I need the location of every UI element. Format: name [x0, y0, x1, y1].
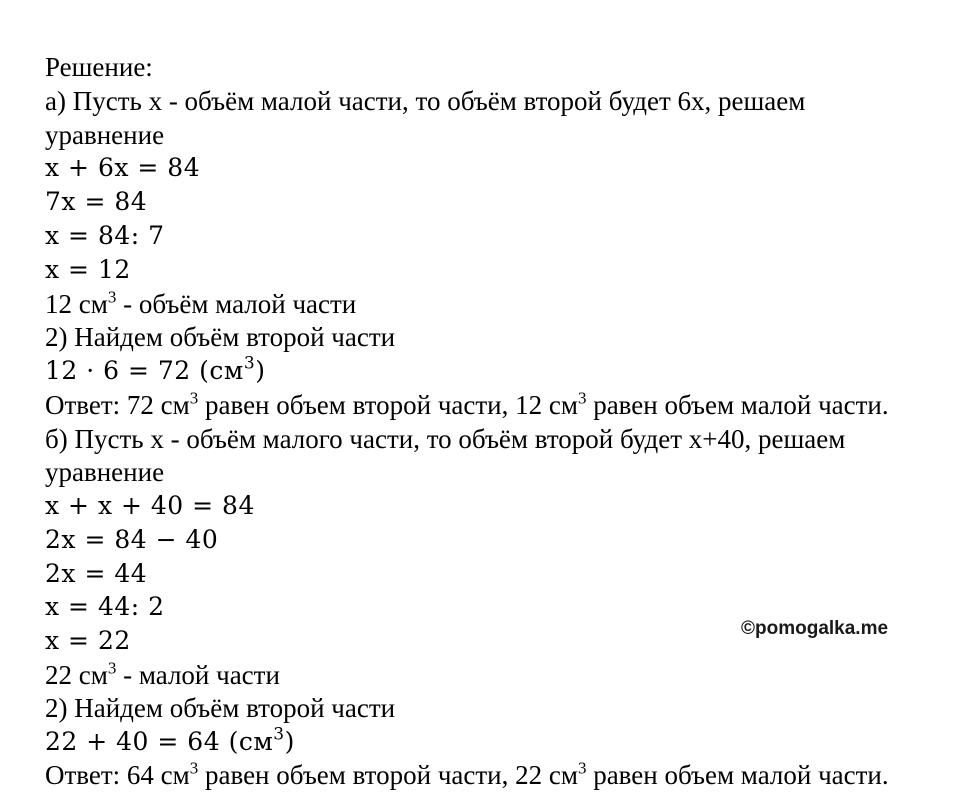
- result-line: 12 $см^3$ - объём малой части: [45, 287, 357, 319]
- step-heading: 2) Найдем объём второй части: [45, 322, 396, 352]
- equation-line: 7x = 84: [45, 187, 148, 216]
- answer-line-b: Ответ: 64 $см^3$ равен объем второй части, 22 $см^3$ равен объем малой части.: [45, 758, 889, 790]
- part-a-statement-cont: уравнение: [45, 120, 165, 150]
- equation-line: x = 84: 7: [45, 221, 165, 250]
- equation-line: 2x = 44: [45, 559, 148, 588]
- result-line: 22 $см^3$ - малой части: [45, 658, 280, 690]
- equation-line: x = 44: 2: [45, 592, 165, 621]
- answer-line-a: Ответ: 72 $см^3$ равен объем второй части, 12 $см^3$ равен объем малой части.: [45, 388, 889, 420]
- equation-line: x = 22: [45, 626, 131, 655]
- solution-heading: Решение:: [45, 52, 153, 82]
- equation-line: x = 12: [45, 255, 131, 284]
- part-b-statement-cont: уравнение: [45, 457, 165, 487]
- equation-line: x + 6x = 84: [45, 153, 201, 182]
- step-heading: 2) Найдем объём второй части: [45, 693, 396, 723]
- part-a-statement: а) Пусть x - объём малой части, то объём второй будет 6x, решаем: [45, 86, 806, 116]
- part-b-statement: б) Пусть x - объём малого части, то объём второй будет x+40, решаем: [45, 424, 846, 454]
- watermark: ©pomogalka.me: [741, 618, 889, 639]
- equation-line: 2x = 84 − 40: [45, 525, 219, 554]
- equation-line: x + x + 40 = 84: [45, 491, 255, 520]
- equation-line: 12 · 6 = 72 $(см^3)$: [45, 353, 266, 385]
- equation-line: 22 + 40 = 64 $(см^3)$: [45, 724, 295, 756]
